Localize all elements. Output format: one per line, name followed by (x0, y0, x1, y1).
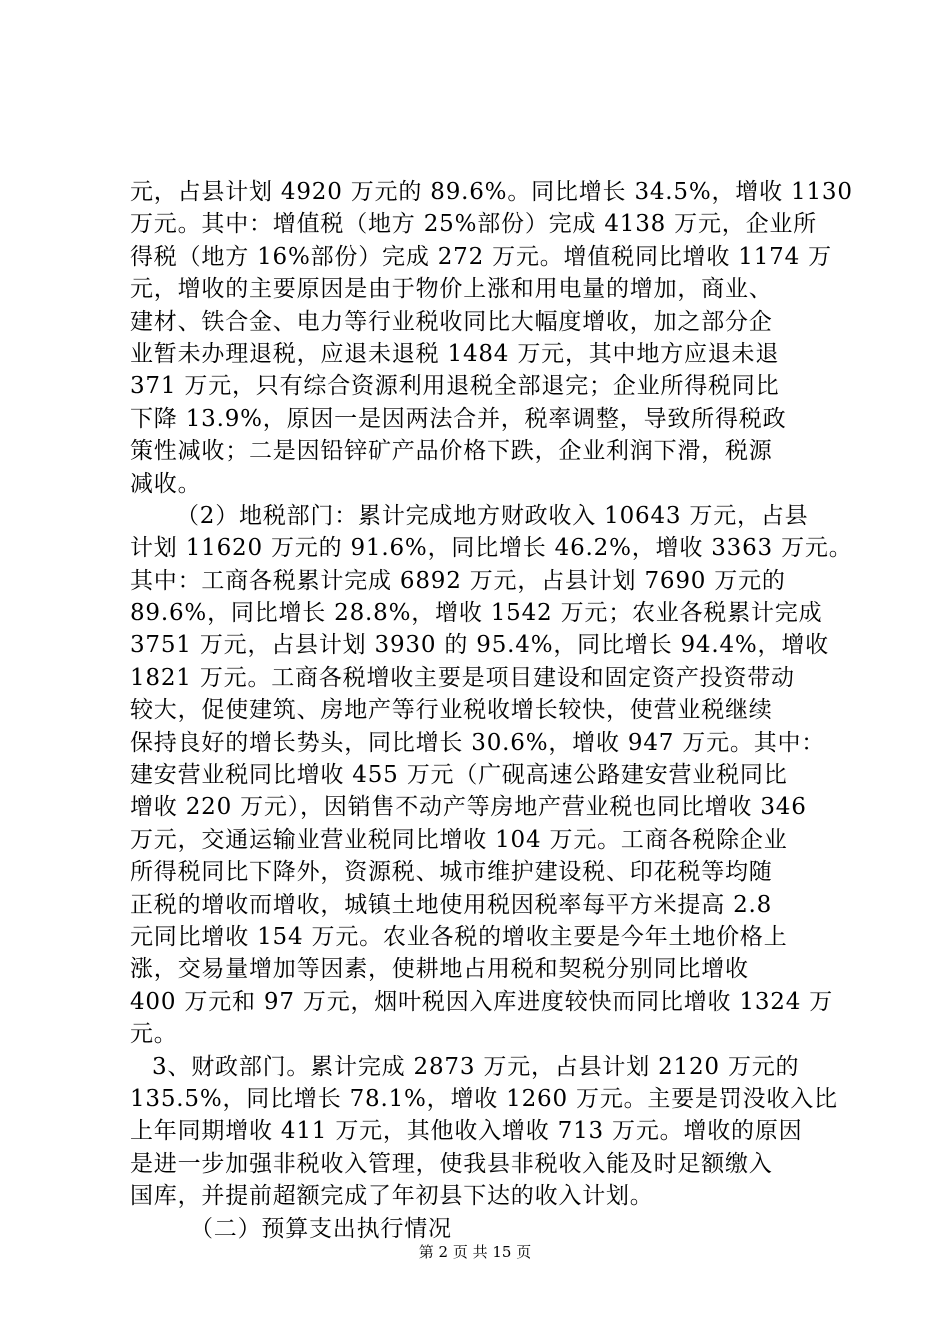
text-line: 是进一步加强非税收入管理，使我县非税收入能及时足额缴入 (130, 1150, 773, 1177)
text-line: 下降 13.9%，原因一是因两法合并，税率调整，导致所得税政 (130, 405, 787, 432)
text-line: 建材、铁合金、电力等行业税收同比大幅度增收，加之部分企 (130, 308, 773, 335)
page-footer (0, 1242, 950, 1262)
text-line: （2）地税部门：累计完成地方财政收入 10643 万元，占县 (176, 502, 809, 529)
text-line: 万元，交通运输业营业税同比增收 104 万元。工商各税除企业 (130, 826, 788, 853)
text-line: 其中：工商各税累计完成 6892 万元，占县计划 7690 万元的 (130, 567, 786, 594)
text-line: 元。 (130, 1021, 178, 1048)
text-line: 得税（地方 16%部份）完成 272 万元。增值税同比增收 1174 万 (130, 243, 832, 270)
text-line: 371 万元，只有综合资源利用退税全部退完；企业所得税同比 (130, 373, 780, 400)
text-line: 策性减收；二是因铅锌矿产品价格下跌，企业利润下滑，税源 (130, 438, 773, 465)
page-number-label: 第 2 页 共 15 页 (418, 1243, 532, 1261)
text-line: 400 万元和 97 万元，烟叶税因入库进度较快而同比增收 1324 万 (130, 988, 834, 1015)
text-line: 1821 万元。工商各税增收主要是项目建设和固定资产投资带动 (130, 664, 795, 691)
text-line: 万元。其中：增值税（地方 25%部份）完成 4138 万元，企业所 (130, 211, 817, 238)
text-line: 元同比增收 154 万元。农业各税的增收主要是今年土地价格上 (130, 923, 788, 950)
text-line: 元，增收的主要原因是由于物价上涨和用电量的增加，商业、 (130, 276, 773, 303)
section-heading: （二）预算支出执行情况 (190, 1215, 452, 1242)
text-line: 增收 220 万元），因销售不动产等房地产营业税也同比增收 346 (130, 794, 807, 821)
text-line: 国库，并提前超额完成了年初县下达的收入计划。 (130, 1183, 654, 1210)
text-line: 3、财政部门。累计完成 2873 万元，占县计划 2120 万元的 (152, 1053, 800, 1080)
text-line: 建安营业税同比增收 455 万元（广砚高速公路建安营业税同比 (130, 762, 788, 789)
body-text (130, 176, 853, 1245)
text-line: 上年同期增收 411 万元，其他收入增收 713 万元。增收的原因 (130, 1118, 803, 1145)
text-line: 涨，交易量增加等因素，使耕地占用税和契税分别同比增收 (130, 956, 749, 983)
text-line: 所得税同比下降外，资源税、城市维护建设税、印花税等均随 (130, 859, 773, 886)
text-line: 元，占县计划 4920 万元的 89.6%。同比增长 34.5%，增收 1130 (130, 179, 853, 205)
text-line: 89.6%，同比增长 28.8%，增收 1542 万元；农业各税累计完成 (130, 600, 823, 627)
text-line: 减收。 (130, 470, 202, 497)
text-line: 业暂未办理退税，应退未退税 1484 万元，其中地方应退未退 (130, 340, 780, 367)
text-line: 3751 万元，占县计划 3930 的 95.4%，同比增长 94.4%，增收 (130, 632, 829, 659)
text-line: 较大，促使建筑、房地产等行业税收增长较快，使营业税继续 (130, 697, 773, 724)
text-line: 保持良好的增长势头，同比增长 30.6%，增收 947 万元。其中： (130, 729, 826, 756)
text-line: 正税的增收而增收，城镇土地使用税因税率每平方米提高 2.8 (130, 891, 773, 918)
text-line: 计划 11620 万元的 91.6%，同比增长 46.2%，增收 3363 万元。 (130, 535, 853, 562)
text-line: 135.5%，同比增长 78.1%，增收 1260 万元。主要是罚没收入比 (130, 1085, 838, 1112)
